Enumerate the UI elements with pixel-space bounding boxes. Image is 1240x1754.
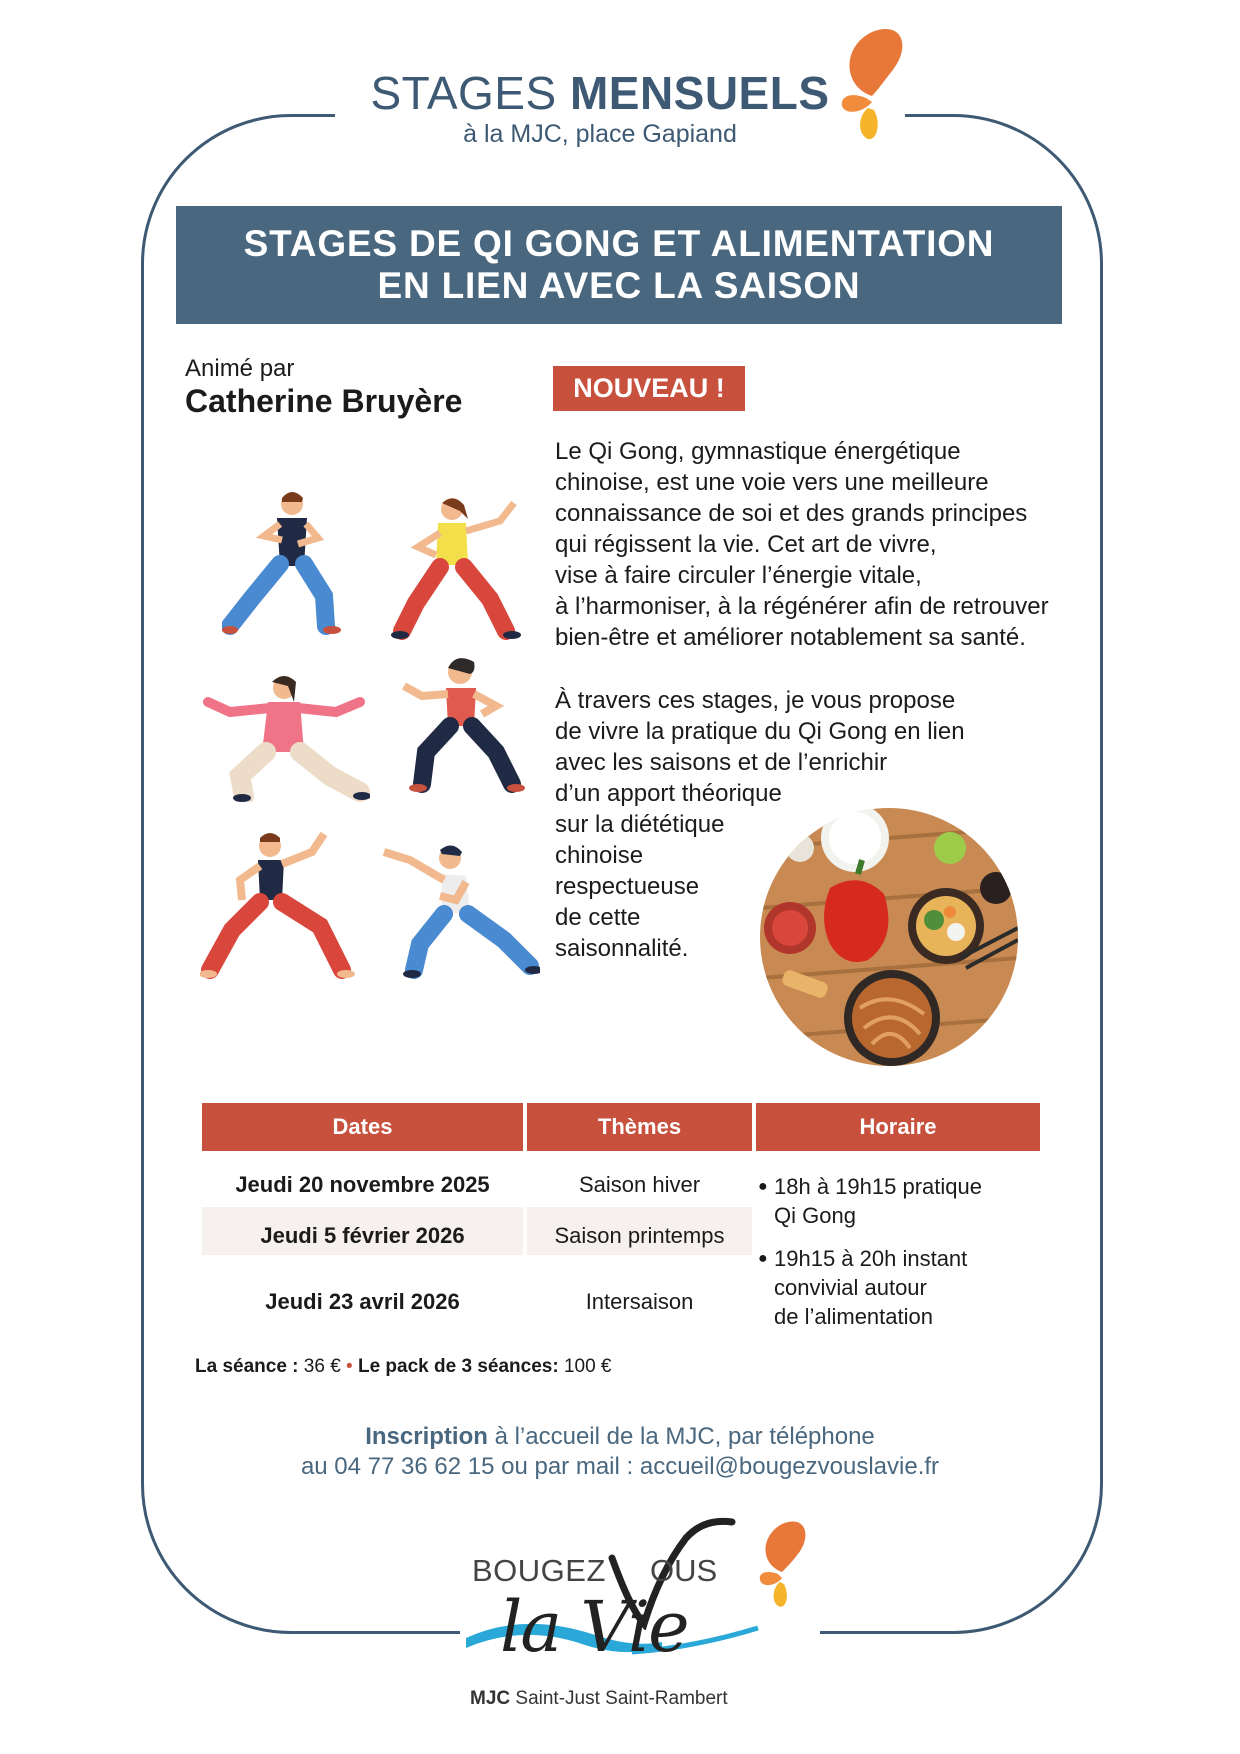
logo-bougez: BOUGEZ xyxy=(472,1553,606,1588)
row-theme: Saison hiver xyxy=(578,1172,701,1197)
logo-butterfly-icon xyxy=(752,1520,814,1612)
qigong-figure-3-illustration xyxy=(200,672,370,802)
price-line: La séance : 36 € • Le pack de 3 séances: 100 € xyxy=(195,1356,612,1377)
horaire-item-2: ● 19h15 à 20h instant convivial autour de l’alimentation xyxy=(758,1246,968,1329)
table-header-dates: Dates xyxy=(202,1103,523,1151)
row-theme: Intersaison xyxy=(585,1289,694,1314)
logo-la-vie: la Vie xyxy=(500,1586,688,1668)
logo-org-name: MJC Saint-Just Saint-Rambert xyxy=(470,1688,728,1709)
row-theme: Saison printemps xyxy=(554,1223,725,1248)
table-header-themes: Thèmes xyxy=(527,1103,752,1151)
animator-name: Catherine Bruyère xyxy=(185,383,463,419)
bullet-icon: ● xyxy=(758,1178,768,1195)
logo-vous: OUS xyxy=(650,1553,718,1588)
table-header-horaire: Horaire xyxy=(756,1103,1040,1151)
intro-paragraph: Le Qi Gong, gymnastique énergétique chinoise, est une voie vers une meilleure connaissance de soi et des grands principes qui régissent la vie. Cet art de vivre, vise à faire circuler l’énergie vitale, à l’harmoniser, à la régénérer afin de retrouver bien-être et améliorer notablement sa santé. xyxy=(555,438,1049,651)
bullet-icon: ● xyxy=(758,1250,768,1267)
page-title: STAGES MENSUELS xyxy=(370,67,830,119)
row-date: Jeudi 20 novembre 2025 xyxy=(235,1172,490,1197)
contact-line[interactable]: au 04 77 36 62 15 ou par mail : accueil@bougezvouslavie.fr xyxy=(300,1453,940,1480)
banner-line-2: EN LIEN AVEC LA SAISON xyxy=(377,265,861,306)
title-banner xyxy=(176,206,1062,324)
qigong-figure-1-illustration xyxy=(222,488,352,638)
chinese-food-photo xyxy=(760,808,1018,1066)
animator-label: Animé par xyxy=(185,355,295,382)
page-subtitle: à la MJC, place Gapiand xyxy=(463,120,737,148)
inscription-info: Inscription à l’accueil de la MJC, par téléphone au 04 77 36 62 15 ou par mail : accueil@bougezvouslavie.fr xyxy=(200,1422,1040,1482)
qigong-figure-6-illustration xyxy=(380,840,540,980)
butterfly-logo-icon xyxy=(832,26,912,144)
qigong-figure-5-illustration xyxy=(200,830,360,980)
banner-line-1: STAGES DE QI GONG ET ALIMENTATION xyxy=(243,223,995,264)
row-date: Jeudi 23 avril 2026 xyxy=(265,1289,460,1314)
stage-paragraph: À travers ces stages, je vous propose de vivre la pratique du Qi Gong en lien avec les saisons et de l’enrichir d’un apport théorique sur la diététique chinoise respectueuse de cette saisonnalité. xyxy=(555,687,965,962)
new-badge: NOUVEAU ! xyxy=(553,366,745,411)
qigong-figure-4-illustration xyxy=(396,656,531,796)
horaire-item-1: ● 18h à 19h15 pratique Qi Gong xyxy=(758,1174,982,1228)
qigong-figure-2-illustration xyxy=(390,493,530,643)
row-date: Jeudi 5 février 2026 xyxy=(260,1223,465,1248)
